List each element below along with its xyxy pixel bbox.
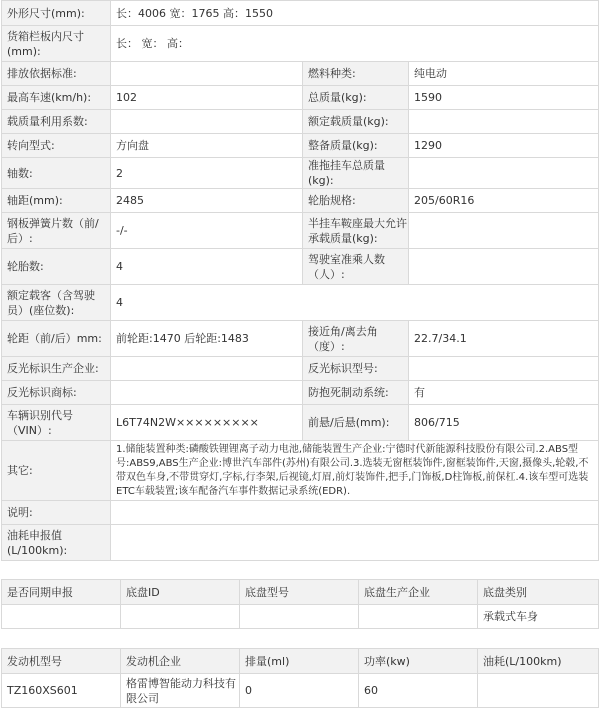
vehicle-spec-table bbox=[1, 0, 599, 561]
steering-value: 方向盘 bbox=[111, 134, 303, 158]
chassis-cell bbox=[2, 605, 121, 629]
note-label: 说明: bbox=[2, 501, 111, 525]
fuel-consumption-label: 油耗申报值(L/100km): bbox=[2, 525, 111, 561]
cab-seats-value bbox=[409, 249, 599, 285]
engine-header-cell: 发动机型号 bbox=[2, 649, 121, 674]
curb-mass-value: 1290 bbox=[409, 134, 599, 158]
chassis-header-cell: 底盘类别 bbox=[478, 580, 599, 605]
chassis-cell bbox=[359, 605, 478, 629]
approach-angle-value: 22.7/34.1 bbox=[409, 321, 599, 357]
tire-label: 轮胎规格: bbox=[303, 189, 409, 213]
engine-cell: 0 bbox=[240, 674, 359, 708]
max-speed-label: 最高车速(km/h): bbox=[2, 86, 111, 110]
vin-label: 车辆识别代号（VIN）: bbox=[2, 405, 111, 441]
overhang-label: 前悬/后悬(mm): bbox=[303, 405, 409, 441]
springs-label: 钢板弹簧片数（前/后）: bbox=[2, 213, 111, 249]
dimensions-label: 外形尺寸(mm): bbox=[2, 1, 111, 26]
reflector-maker-value bbox=[111, 357, 303, 381]
reflector-maker-label: 反光标识生产企业: bbox=[2, 357, 111, 381]
chassis-data-row bbox=[2, 605, 599, 629]
cab-seats-label: 驾驶室准乘人数（人）: bbox=[303, 249, 409, 285]
reflector-model-value bbox=[409, 357, 599, 381]
rated-passengers-label: 额定载客（含驾驶员）(座位数): bbox=[2, 285, 111, 321]
rated-load-value bbox=[409, 110, 599, 134]
reflector-model-label: 反光标识型号: bbox=[303, 357, 409, 381]
gross-mass-value: 1590 bbox=[409, 86, 599, 110]
chassis-header-row bbox=[2, 580, 599, 605]
engine-cell bbox=[478, 674, 599, 708]
chassis-table bbox=[1, 579, 599, 629]
track-label: 轮距（前/后）mm: bbox=[2, 321, 111, 357]
cargo-box-label: 货箱栏板内尺寸(mm): bbox=[2, 26, 111, 62]
other-value: 1.储能装置种类:磷酸铁锂锂离子动力电池,储能装置生产企业:宁德时代新能源科技股份有限公司.2.ABS型号:ABS9,ABS生产企业:博世汽车部件(苏州)有限公司.3.选装无窗框装饰件,窗框装饰件,天窗,摄像头,轮毂,不带双色车身,不带贯穿灯,字标,行李架,后视镜,灯眉,前灯装饰件,把手,门饰板,D柱饰板,前保杠.4.该车型可选装ETC车载装置;该车配备汽车事件数据记录系统(EDR). bbox=[111, 441, 599, 501]
chassis-cell bbox=[121, 605, 240, 629]
chassis-header-cell: 底盘生产企业 bbox=[359, 580, 478, 605]
chassis-cell bbox=[240, 605, 359, 629]
engine-header-cell: 功率(kw) bbox=[359, 649, 478, 674]
rated-load-label: 额定载质量(kg): bbox=[303, 110, 409, 134]
trailer-mass-label: 准拖挂车总质量(kg): bbox=[303, 158, 409, 189]
vin-value: L6T74N2W××××××××× bbox=[111, 405, 303, 441]
trailer-mass-value bbox=[409, 158, 599, 189]
reflector-brand-value bbox=[111, 381, 303, 405]
curb-mass-label: 整备质量(kg): bbox=[303, 134, 409, 158]
tires-count-label: 轮胎数: bbox=[2, 249, 111, 285]
load-coeff-label: 载质量利用系数: bbox=[2, 110, 111, 134]
cargo-box-value: 长： 宽： 高： bbox=[111, 26, 599, 62]
rated-passengers-value: 4 bbox=[111, 285, 599, 321]
fuel-label: 燃料种类: bbox=[303, 62, 409, 86]
engine-cell: 格雷博智能动力科技有限公司 bbox=[121, 674, 240, 708]
engine-header-row bbox=[2, 649, 599, 674]
engine-header-cell: 排量(ml) bbox=[240, 649, 359, 674]
chassis-header-cell: 底盘ID bbox=[121, 580, 240, 605]
emission-value bbox=[111, 62, 303, 86]
engine-cell: 60 bbox=[359, 674, 478, 708]
fuel-consumption-value bbox=[111, 525, 599, 561]
fuel-value: 纯电动 bbox=[409, 62, 599, 86]
tire-value: 205/60R16 bbox=[409, 189, 599, 213]
track-value: 前轮距:1470 后轮距:1483 bbox=[111, 321, 303, 357]
approach-angle-label: 接近角/离去角（度）: bbox=[303, 321, 409, 357]
axles-value: 2 bbox=[111, 158, 303, 189]
dimensions-value: 长：4006 宽：1765 高：1550 bbox=[111, 1, 599, 26]
chassis-cell: 承载式车身 bbox=[478, 605, 599, 629]
other-label: 其它: bbox=[2, 441, 111, 501]
chassis-header-cell: 是否同期申报 bbox=[2, 580, 121, 605]
engine-data-row bbox=[2, 674, 599, 708]
engine-header-cell: 油耗(L/100km) bbox=[478, 649, 599, 674]
axles-label: 轴数: bbox=[2, 158, 111, 189]
wheelbase-value: 2485 bbox=[111, 189, 303, 213]
emission-label: 排放依据标准: bbox=[2, 62, 111, 86]
engine-table bbox=[1, 648, 599, 708]
springs-value: -/- bbox=[111, 213, 303, 249]
gross-mass-label: 总质量(kg): bbox=[303, 86, 409, 110]
load-coeff-value bbox=[111, 110, 303, 134]
abs-label: 防抱死制动系统: bbox=[303, 381, 409, 405]
abs-value: 有 bbox=[409, 381, 599, 405]
saddle-value bbox=[409, 213, 599, 249]
max-speed-value: 102 bbox=[111, 86, 303, 110]
wheelbase-label: 轴距(mm): bbox=[2, 189, 111, 213]
chassis-header-cell: 底盘型号 bbox=[240, 580, 359, 605]
steering-label: 转向型式: bbox=[2, 134, 111, 158]
engine-header-cell: 发动机企业 bbox=[121, 649, 240, 674]
saddle-label: 半挂车鞍座最大允许承载质量(kg): bbox=[303, 213, 409, 249]
tires-count-value: 4 bbox=[111, 249, 303, 285]
reflector-brand-label: 反光标识商标: bbox=[2, 381, 111, 405]
engine-cell: TZ160XS601 bbox=[2, 674, 121, 708]
overhang-value: 806/715 bbox=[409, 405, 599, 441]
note-value bbox=[111, 501, 599, 525]
